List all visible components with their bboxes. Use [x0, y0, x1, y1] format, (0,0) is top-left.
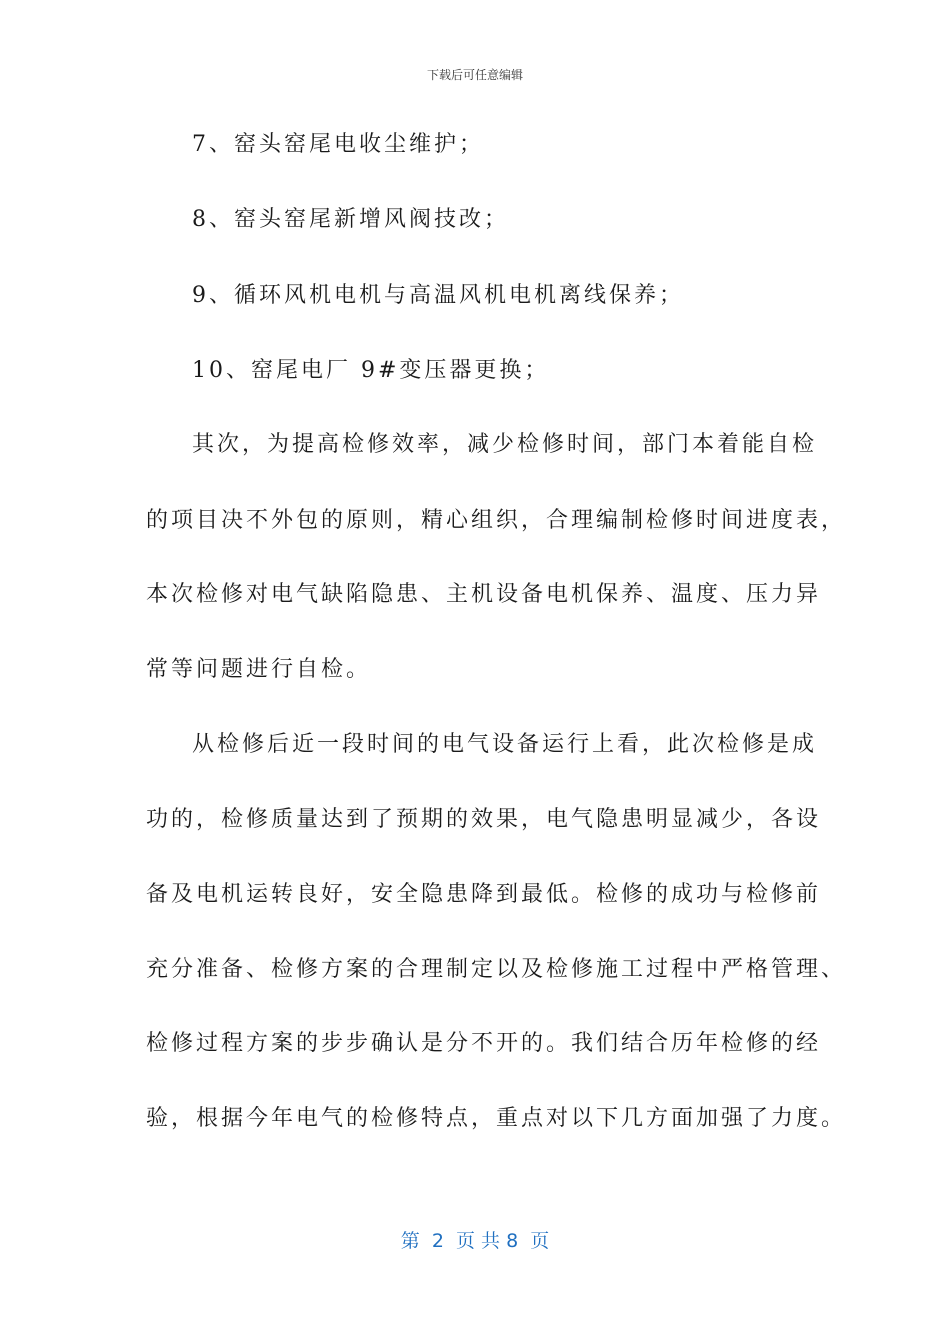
paragraph-1-line-4: 常等问题进行自检。	[146, 657, 372, 682]
paragraph-2-line-1: 从检修后近一段时间的电气设备运行上看，此次检修是成	[192, 732, 818, 757]
paragraph-1-line-1: 其次，为提高检修效率，减少检修时间，部门本着能自检	[192, 432, 818, 457]
paragraph-2-line-2: 功的，检修质量达到了预期的效果，电气隐患明显减少，各设	[146, 807, 822, 832]
header-note: 下载后可任意编辑	[426, 68, 523, 82]
paragraph-2-line-3: 备及电机运转良好，安全隐患降到最低。检修的成功与检修前	[146, 882, 822, 907]
paragraph-2-line-5: 检修过程方案的步步确认是分不开的。我们结合历年检修的经	[146, 1031, 822, 1056]
page-number-footer: 第 2 页 共 8 页	[400, 1230, 550, 1252]
paragraph-2-line-6: 验，根据今年电气的检修特点，重点对以下几方面加强了力度。	[146, 1106, 847, 1131]
list-item-7: 7、窑头窑尾电收尘维护；	[192, 132, 484, 157]
list-item-8: 8、窑头窑尾新增风阀技改；	[192, 207, 509, 232]
list-item-10: 10、窑尾电厂 9#变压器更换；	[192, 358, 550, 383]
list-item-9: 9、循环风机电机与高温风机电机离线保养；	[192, 283, 684, 308]
paragraph-2-line-4: 充分准备、检修方案的合理制定以及检修施工过程中严格管理、	[146, 957, 847, 982]
paragraph-1-line-2: 的项目决不外包的原则，精心组织，合理编制检修时间进度表，	[146, 508, 847, 533]
paragraph-1-line-3: 本次检修对电气缺陷隐患、主机设备电机保养、温度、压力异	[146, 582, 822, 607]
